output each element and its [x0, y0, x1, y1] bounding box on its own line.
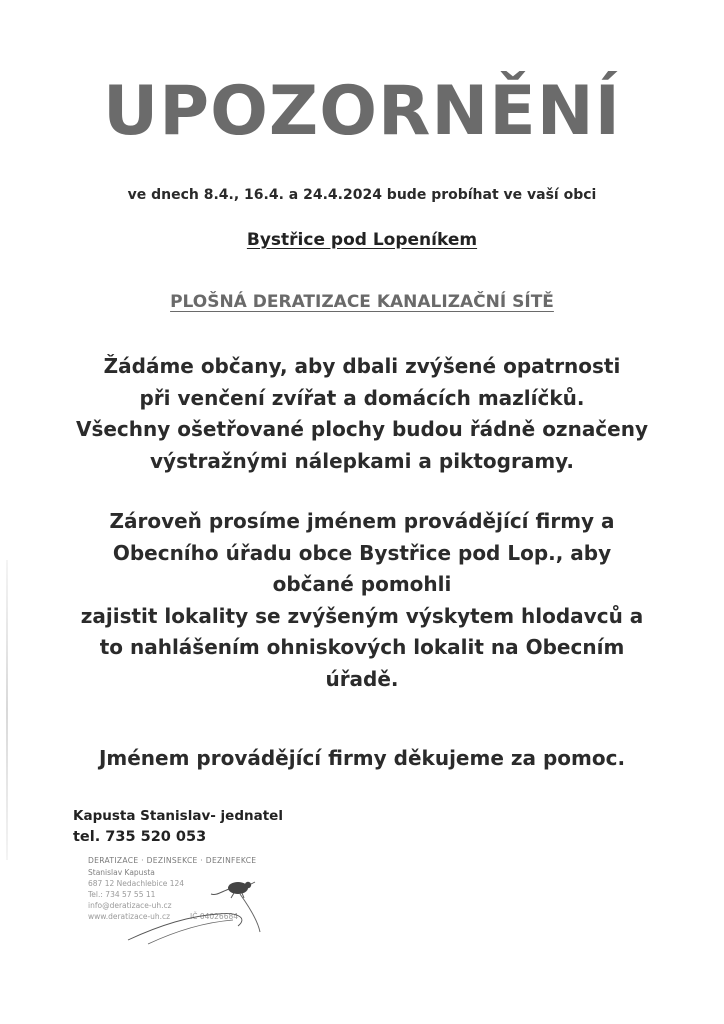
stamp-address: 687 12 Nedachlebice 124 — [88, 879, 185, 888]
paragraph-line: to nahlášením ohniskových lokalit na Obecním — [99, 635, 625, 659]
stamp-name: Stanislav Kapusta — [88, 868, 155, 877]
stamp-tel: Tel.: 734 57 55 11 — [88, 890, 156, 899]
stamp-email: info@deratizace-uh.cz — [88, 901, 172, 910]
paragraph-line: Zároveň prosíme jménem provádějící firmy a — [109, 509, 615, 533]
warning-paragraph — [0, 351, 724, 477]
request-paragraph — [0, 506, 724, 695]
company-stamp — [88, 856, 278, 946]
notice-subject-text: PLOŠNÁ DERATIZACE KANALIZAČNÍ SÍTĚ — [170, 292, 554, 312]
paragraph-line: zajistit lokality se zvýšeným výskytem hlodavců a — [80, 603, 644, 628]
stamp-ic: IČ 04026684 — [190, 912, 239, 921]
paragraph-line: občané pomohli — [272, 572, 452, 596]
thanks-line: Jménem provádějící firmy děkujeme za pomoc. — [98, 746, 626, 770]
dates-line: ve dnech 8.4., 16.4. a 24.4.2024 bude probíhat ve vaší obci — [127, 187, 597, 203]
stamp-web: www.deratizace-uh.cz — [88, 912, 171, 921]
rat-icon — [88, 856, 278, 946]
notice-title: UPOZORNĚNÍ — [103, 72, 621, 151]
stamp-header: DERATIZACE · DEZINSEKCE · DEZINFEKCE — [88, 856, 257, 865]
contact-name: Kapusta Stanislav- jednatel — [73, 808, 283, 824]
contact-block — [73, 806, 283, 848]
paragraph-line: Všechny ošetřované plochy budou řádně označeny — [75, 417, 649, 441]
paragraph-line: výstražnými nálepkami a piktogramy. — [150, 448, 574, 473]
notice-subject — [0, 292, 724, 312]
paragraph-line: při venčení zvířat a domácích mazlíčků. — [139, 385, 585, 410]
paragraph-line: úřadě. — [325, 666, 399, 691]
village-name-text: Bystřice pod Lopeníkem — [246, 230, 478, 250]
paragraph-line: Obecního úřadu obce Bystřice pod Lop., aby — [112, 540, 612, 565]
village-name — [0, 230, 724, 250]
paragraph-line: Žádáme občany, aby dbali zvýšené opatrnosti — [103, 354, 621, 378]
contact-phone: tel. 735 520 053 — [73, 829, 207, 845]
